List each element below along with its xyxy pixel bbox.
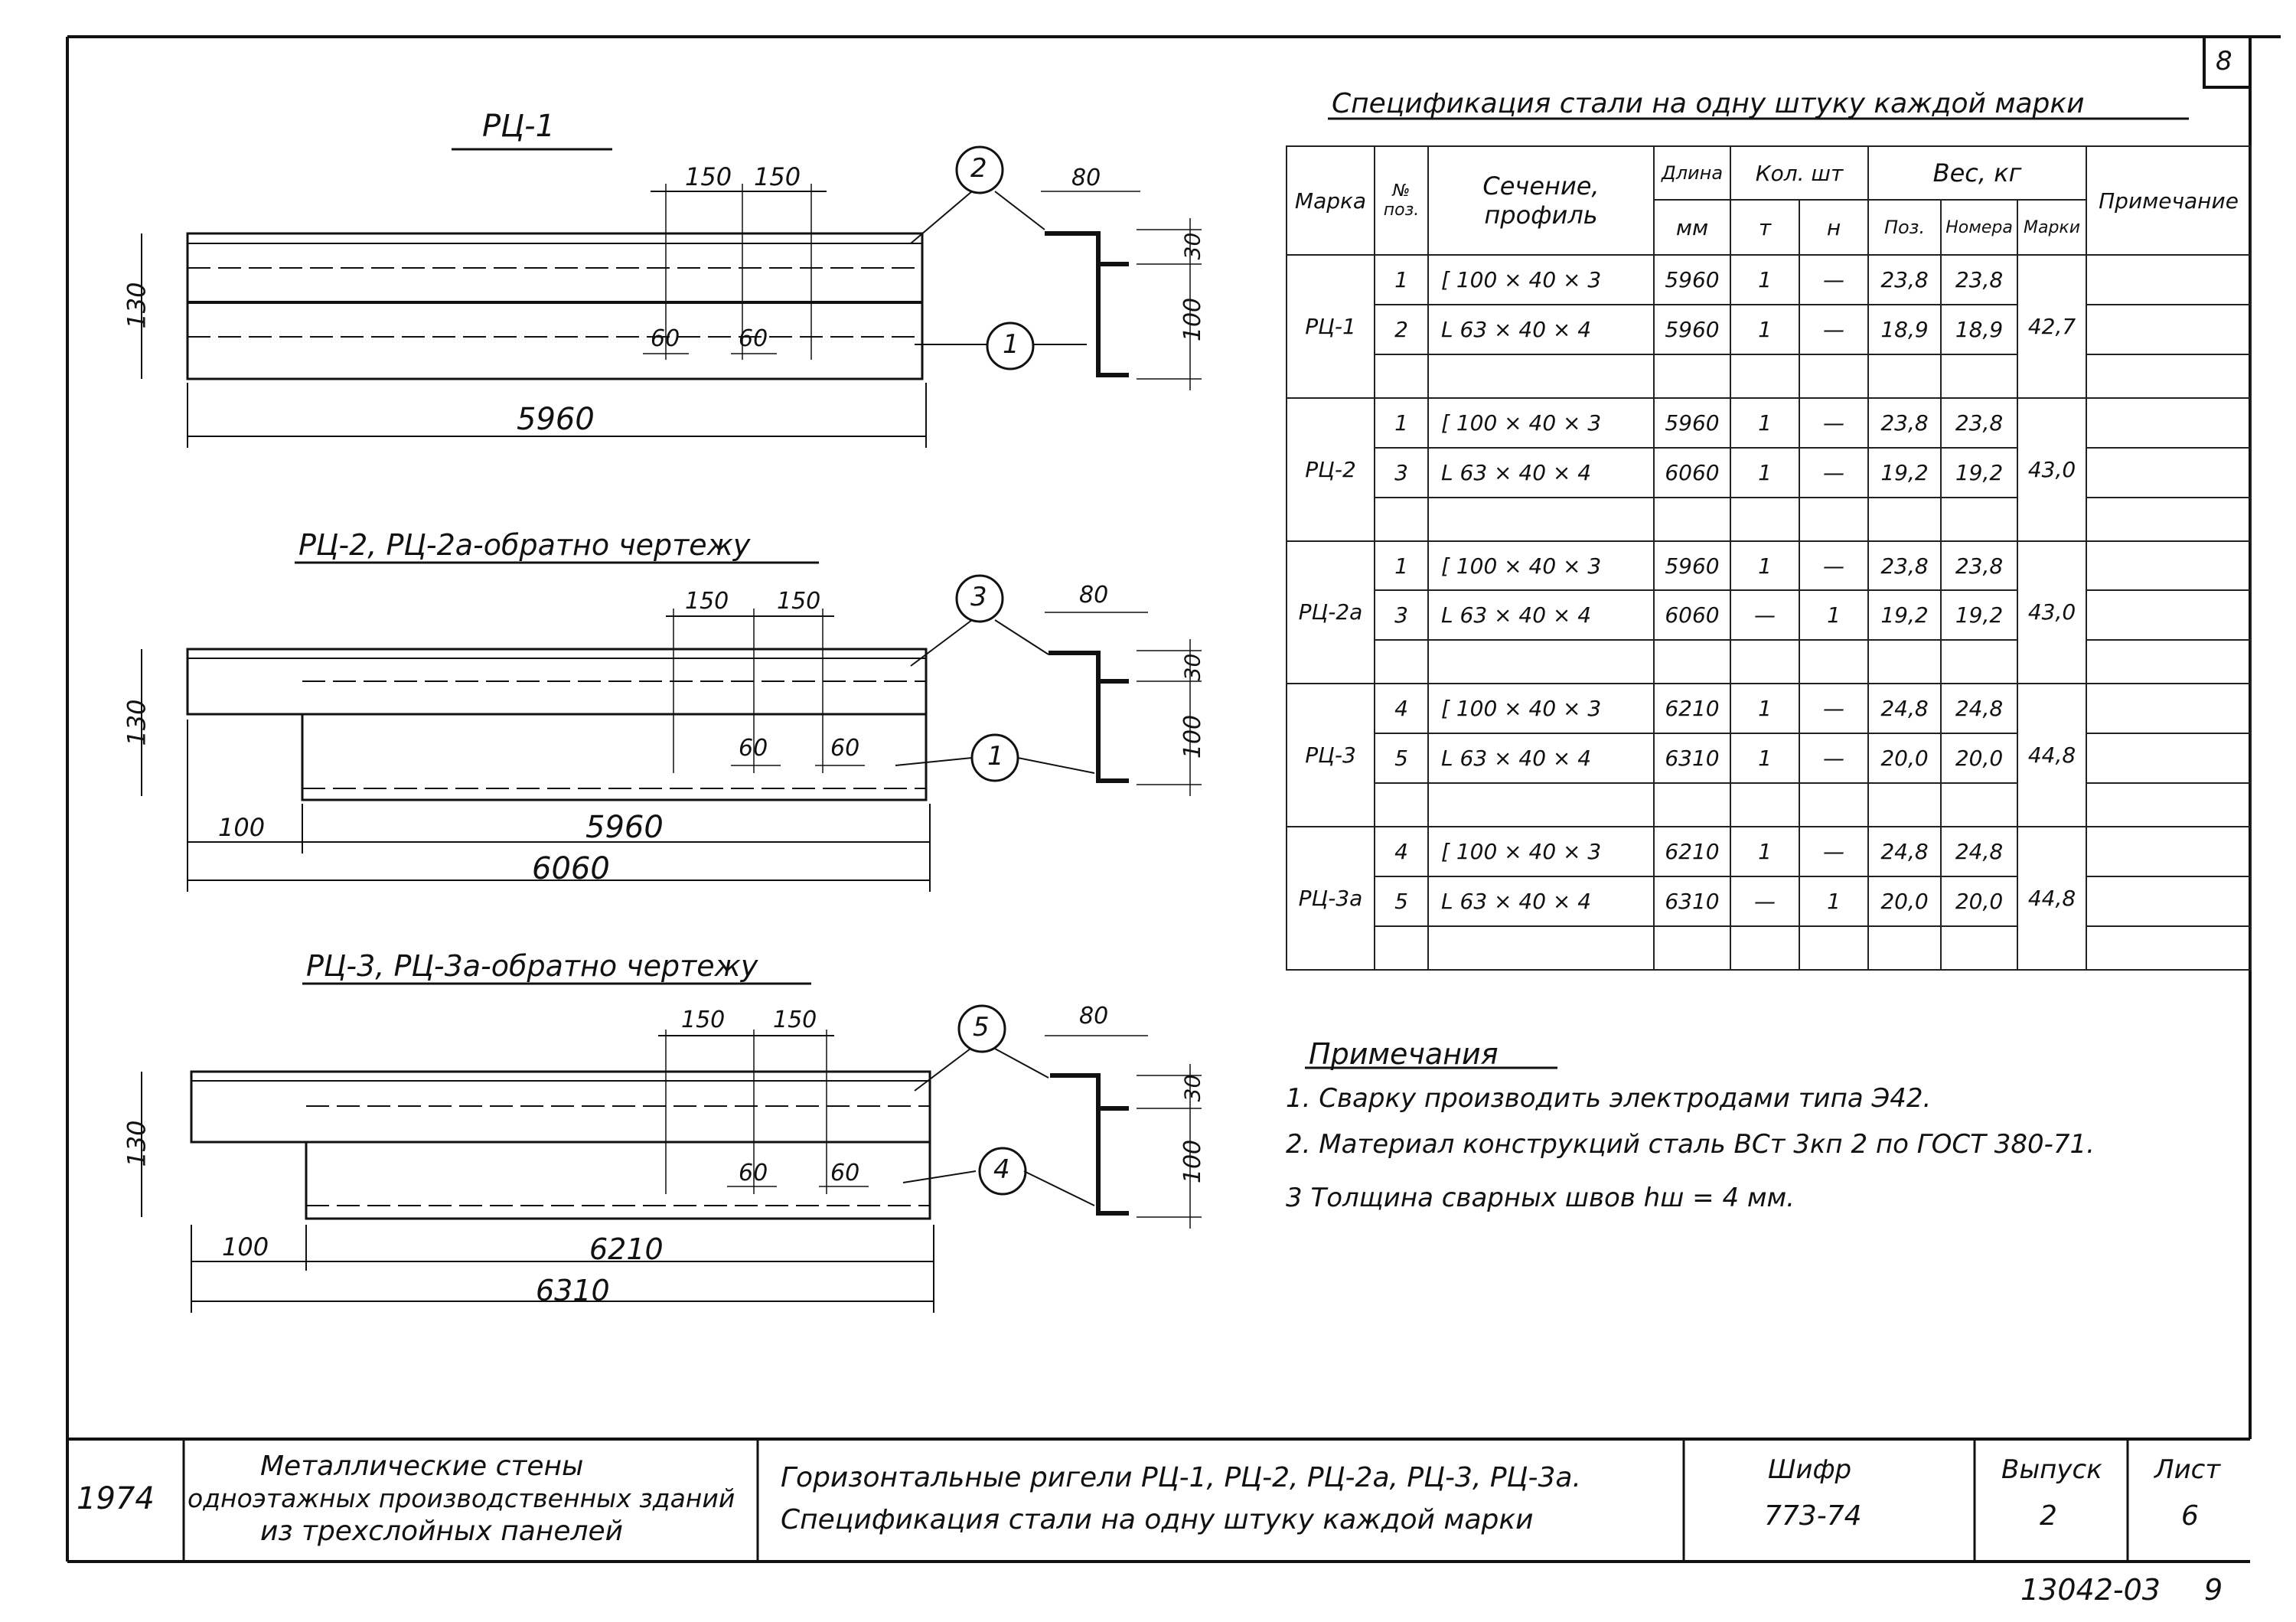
cell-w-num: 23,8 [1941,398,2017,448]
cell-empty [1654,783,1730,827]
cell-empty [1799,498,1868,541]
cell-pos: 2 [1375,305,1428,354]
table-row [1287,541,2251,591]
cell-section: [ 100 × 40 × 3 [1428,398,1654,448]
cell-mark: РЦ-1 [1287,255,1375,398]
header-length-unit: мм [1654,200,1730,255]
sheet-label: Лист [2154,1454,2221,1485]
cell-t: 1 [1730,684,1799,733]
cell-w-pos: 23,8 [1868,398,1941,448]
dim-150-a: 150 [685,162,732,191]
issue-value: 2 [2040,1500,2057,1532]
dim-length: 5960 [517,402,595,437]
cell-section: L 63 × 40 × 4 [1428,590,1654,640]
dim-height: 130 [122,282,152,329]
cell-t: 1 [1730,255,1799,305]
cell-note [2086,684,2251,733]
cell-length: 6060 [1654,590,1730,640]
dim-60-a: 60 [739,735,768,762]
cell-empty [1941,640,2017,684]
cell-section: [ 100 × 40 × 3 [1428,684,1654,733]
cell-mark: РЦ-2 [1287,398,1375,541]
cell-t: — [1730,590,1799,640]
cell-empty [2086,640,2251,684]
cell-w-pos: 20,0 [1868,876,1941,926]
cell-section: L 63 × 40 × 4 [1428,876,1654,926]
page-number: 8 [2216,46,2232,77]
cell-empty [1941,783,2017,827]
cell-note [2086,398,2251,448]
profile-t: 30 [1179,232,1205,260]
cell-empty [1730,926,1799,970]
cell-empty [1730,640,1799,684]
dim-60-b: 60 [830,735,860,762]
cell-note [2086,541,2251,591]
cell-empty [1428,783,1654,827]
dim-60-a: 60 [739,1160,768,1186]
profile-h: 100 [1179,1139,1207,1184]
dim-60-b: 60 [830,1160,860,1186]
cell-note [2086,590,2251,640]
cell-n: — [1799,541,1868,591]
profile-h: 100 [1179,297,1207,342]
dim-150-b: 150 [754,162,801,191]
footer-page: 9 [2204,1573,2223,1607]
header-note: Примечание [2086,146,2251,255]
cell-w-pos: 24,8 [1868,827,1941,876]
header-w-pos: Поз. [1868,200,1941,255]
header-qty-n: н [1799,200,1868,255]
cell-section: L 63 × 40 × 4 [1428,733,1654,783]
cell-weight-mark: 42,7 [2017,255,2086,398]
cell-t: 1 [1730,541,1799,591]
header-w-mark: Марки [2017,200,2086,255]
cell-empty [2086,498,2251,541]
table-row [1287,398,2251,448]
header-mark: Марка [1287,146,1375,255]
cell-empty [1654,640,1730,684]
cell-t: 1 [1730,827,1799,876]
cell-n: — [1799,398,1868,448]
dim-offset: 100 [218,813,266,842]
cell-note [2086,876,2251,926]
cell-weight-mark: 44,8 [2017,827,2086,970]
cell-mark: РЦ-3а [1287,827,1375,970]
callout-1: 1 [987,741,1004,772]
header-w-num: Номера [1941,200,2017,255]
table-row [1287,684,2251,733]
cell-length: 5960 [1654,398,1730,448]
cell-empty [1868,783,1941,827]
cell-length: 5960 [1654,305,1730,354]
callout-5: 5 [973,1012,990,1043]
cell-w-num: 24,8 [1941,684,2017,733]
cell-w-num: 20,0 [1941,876,2017,926]
cell-w-pos: 19,2 [1868,448,1941,498]
table-row [1287,305,2251,354]
callout-2: 2 [970,153,987,184]
cell-empty [1799,926,1868,970]
cell-section: [ 100 × 40 × 3 [1428,827,1654,876]
project-line-3: из трехслойных панелей [260,1516,624,1547]
cell-empty [1375,354,1428,398]
cell-empty [1868,354,1941,398]
table-row-blank [1287,926,2251,970]
cell-w-num: 23,8 [1941,255,2017,305]
cell-empty [1428,354,1654,398]
drawing-title-rc1: РЦ-1 [482,109,556,144]
drawing-rc1 [142,147,1202,448]
footer-code: 13042-03 [2020,1573,2161,1607]
table-row-blank [1287,783,2251,827]
cell-empty [1654,926,1730,970]
cell-pos: 3 [1375,448,1428,498]
note-3: 3 Толщина сварных швов hш = 4 мм. [1286,1183,1795,1213]
code-value: 773-74 [1764,1500,1862,1532]
cell-pos: 4 [1375,827,1428,876]
note-1: 1. Сварку производить электродами типа Э42. [1286,1083,1932,1114]
cell-note [2086,255,2251,305]
cell-n: 1 [1799,590,1868,640]
cell-n: — [1799,255,1868,305]
table-row-blank [1287,498,2251,541]
header-section: Сечение, профиль [1428,146,1654,255]
profile-w: 80 [1079,582,1109,609]
cell-t: 1 [1730,448,1799,498]
sheet-value: 6 [2181,1500,2199,1532]
header-length: Длина [1654,146,1730,200]
cell-empty [1654,498,1730,541]
cell-n: — [1799,448,1868,498]
dim-150-a: 150 [685,588,729,615]
spec-table [1286,145,2250,971]
cell-note [2086,305,2251,354]
cell-n: — [1799,827,1868,876]
project-line-1: Металлические стены [260,1451,584,1482]
issue-label: Выпуск [2001,1454,2102,1485]
cell-empty [1941,498,2017,541]
cell-w-num: 24,8 [1941,827,2017,876]
cell-length: 6210 [1654,827,1730,876]
cell-empty [1941,354,2017,398]
cell-length: 6210 [1654,684,1730,733]
cell-empty [1375,783,1428,827]
dim-total: 6060 [532,851,610,886]
cell-w-num: 19,2 [1941,590,2017,640]
cell-w-pos: 18,9 [1868,305,1941,354]
callout-1: 1 [1003,329,1019,360]
callout-4: 4 [993,1154,1010,1185]
cell-t: — [1730,876,1799,926]
cell-empty [1799,640,1868,684]
cell-empty [1868,926,1941,970]
sheet-title-1: Горизонтальные ригели РЦ-1, РЦ-2, РЦ-2а, РЦ-3, РЦ-3а. [781,1462,1581,1493]
cell-weight-mark: 43,0 [2017,541,2086,684]
cell-w-num: 20,0 [1941,733,2017,783]
dim-60-b: 60 [739,325,768,352]
dim-length: 6210 [589,1232,664,1266]
cell-note [2086,827,2251,876]
cell-length: 6310 [1654,733,1730,783]
profile-h: 100 [1179,714,1207,759]
table-row-blank [1287,640,2251,684]
cell-n: — [1799,733,1868,783]
cell-empty [1799,354,1868,398]
dim-150-a: 150 [681,1007,726,1033]
cell-t: 1 [1730,398,1799,448]
cell-n: 1 [1799,876,1868,926]
cell-pos: 5 [1375,876,1428,926]
table-row [1287,733,2251,783]
table-row [1287,448,2251,498]
cell-pos: 1 [1375,398,1428,448]
table-row [1287,255,2251,305]
cell-w-pos: 19,2 [1868,590,1941,640]
dim-height: 130 [122,699,152,746]
cell-empty [1730,354,1799,398]
profile-w: 80 [1079,1003,1109,1030]
cell-empty [1428,926,1654,970]
cell-section: [ 100 × 40 × 3 [1428,255,1654,305]
header-qty: Кол. шт [1730,146,1868,200]
cell-empty [1375,640,1428,684]
table-row [1287,590,2251,640]
dim-offset: 100 [222,1232,269,1261]
spec-title: Спецификация стали на одну штуку каждой марки [1332,88,2085,119]
cell-empty [2086,783,2251,827]
cell-length: 6310 [1654,876,1730,926]
header-weight: Вес, кг [1868,146,2086,200]
cell-pos: 1 [1375,541,1428,591]
cell-empty [1428,498,1654,541]
cell-empty [1428,640,1654,684]
cell-w-pos: 20,0 [1868,733,1941,783]
callout-3: 3 [970,582,987,612]
cell-w-num: 19,2 [1941,448,2017,498]
cell-mark: РЦ-3 [1287,684,1375,827]
cell-length: 6060 [1654,448,1730,498]
cell-t: 1 [1730,305,1799,354]
cell-note [2086,733,2251,783]
cell-length: 5960 [1654,541,1730,591]
code-label: Шифр [1768,1454,1852,1485]
profile-w: 80 [1071,165,1101,191]
profile-t: 30 [1179,653,1205,681]
cell-empty [1730,783,1799,827]
cell-empty [1730,498,1799,541]
cell-w-pos: 23,8 [1868,255,1941,305]
project-line-2: одноэтажных производственных зданий [188,1483,735,1513]
dim-150-b: 150 [777,588,821,615]
cell-empty [1654,354,1730,398]
cell-weight-mark: 44,8 [2017,684,2086,827]
cell-length: 5960 [1654,255,1730,305]
cell-weight-mark: 43,0 [2017,398,2086,541]
dim-length: 5960 [585,810,664,845]
cell-pos: 1 [1375,255,1428,305]
cell-empty [1868,498,1941,541]
header-pos: № поз. [1375,146,1428,255]
cell-w-pos: 24,8 [1868,684,1941,733]
cell-empty [2086,354,2251,398]
cell-t: 1 [1730,733,1799,783]
dim-total: 6310 [536,1274,610,1307]
cell-n: — [1799,684,1868,733]
dim-height: 130 [122,1120,152,1167]
cell-w-num: 18,9 [1941,305,2017,354]
cell-pos: 3 [1375,590,1428,640]
cell-note [2086,448,2251,498]
cell-pos: 5 [1375,733,1428,783]
cell-empty [2086,926,2251,970]
header-qty-t: т [1730,200,1799,255]
drawing-title-rc3: РЦ-3, РЦ-3а-обратно чертежу [306,949,758,983]
cell-empty [1375,926,1428,970]
drawing-rc2 [142,576,1202,892]
cell-section: L 63 × 40 × 4 [1428,448,1654,498]
profile-t: 30 [1179,1074,1205,1102]
note-2: 2. Материал конструкций сталь ВСт 3кп 2 по ГОСТ 380-71. [1286,1129,2095,1160]
cell-empty [1375,498,1428,541]
dim-60-a: 60 [651,325,680,352]
cell-empty [1799,783,1868,827]
table-row-blank [1287,354,2251,398]
cell-mark: РЦ-2а [1287,541,1375,684]
cell-section: L 63 × 40 × 4 [1428,305,1654,354]
sheet-title-2: Спецификация стали на одну штуку каждой марки [781,1504,1534,1536]
table-row [1287,876,2251,926]
dim-150-b: 150 [773,1007,817,1033]
drawing-rc3 [142,1006,1202,1313]
cell-section: [ 100 × 40 × 3 [1428,541,1654,591]
notes-title: Примечания [1309,1037,1499,1071]
cell-n: — [1799,305,1868,354]
table-row [1287,827,2251,876]
cell-empty [1868,640,1941,684]
cell-empty [1941,926,2017,970]
cell-w-num: 23,8 [1941,541,2017,591]
title-year: 1974 [77,1481,155,1516]
cell-pos: 4 [1375,684,1428,733]
drawing-title-rc2: РЦ-2, РЦ-2а-обратно чертежу [298,528,751,562]
cell-w-pos: 23,8 [1868,541,1941,591]
